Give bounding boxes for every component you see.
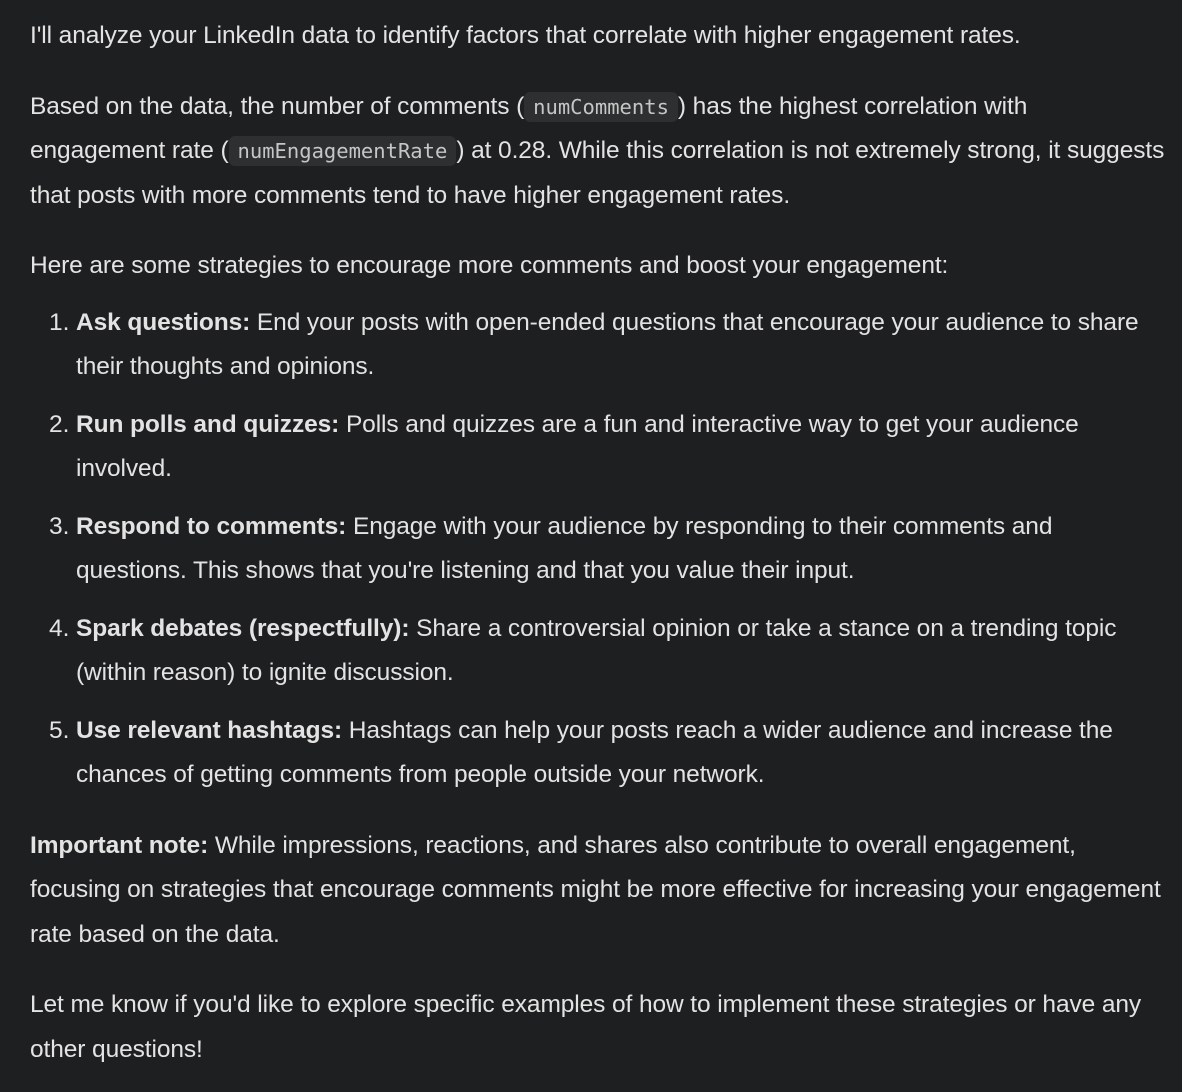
strategy-title: Run polls and quizzes: [76,410,340,438]
strategy-text: Hashtags can help your posts reach a wider audience and increase the chances of getting comments from people outside your network. [76,716,1113,788]
analysis-text-3: ) at 0.28. While this correlation is not extremely strong, it suggests that posts with more comments tend to have higher engagement rates. [30,137,1165,209]
analysis-paragraph [30,85,1166,219]
closing-paragraph [30,983,1166,1072]
important-note-label: Important note: [30,831,209,859]
analysis-text-1: Based on the data, the number of comments ( [30,92,525,120]
intro-text: I'll analyze your LinkedIn data to identify factors that correlate with higher engagement rates. [30,22,1021,49]
intro-paragraph [30,14,1166,59]
inline-code-num-engagement-rate: numEngagementRate [229,136,457,166]
strategies-list [30,301,1166,798]
strategy-text: Polls and quizzes are a fun and interactive way to get your audience involved. [76,410,1079,482]
list-item [76,403,1166,492]
list-item [76,709,1166,798]
important-note-paragraph [30,824,1166,958]
list-item [76,505,1166,594]
closing-text: Let me know if you'd like to explore specific examples of how to implement these strategies or have any other questions! [30,991,1142,1063]
analysis-text-2: ) has the highest correlation with engagement rate ( [30,92,1028,164]
list-item [76,301,1166,390]
strategy-text: Engage with your audience by responding to their comments and questions. This shows that you're listening and that you value their input. [76,512,1053,584]
important-note-text: While impressions, reactions, and shares also contribute to overall engagement, focusing on strategies that encourage comments might be more effective for increasing your engagement rate based on the data. [30,831,1161,948]
strategy-text: End your posts with open-ended questions that encourage your audience to share their thoughts and opinions. [76,308,1139,380]
strategies-intro-text: Here are some strategies to encourage more comments and boost your engagement: [30,252,949,279]
strategy-title: Spark debates (respectfully): [76,614,410,642]
inline-code-num-comments: numComments [524,92,678,122]
strategy-title: Ask questions: [76,308,251,336]
strategy-text: Share a controversial opinion or take a stance on a trending topic (within reason) to ignite discussion. [76,614,1117,686]
strategy-title: Respond to comments: [76,512,347,540]
strategy-title: Use relevant hashtags: [76,716,343,744]
list-item [76,607,1166,696]
strategies-intro [30,244,1166,289]
